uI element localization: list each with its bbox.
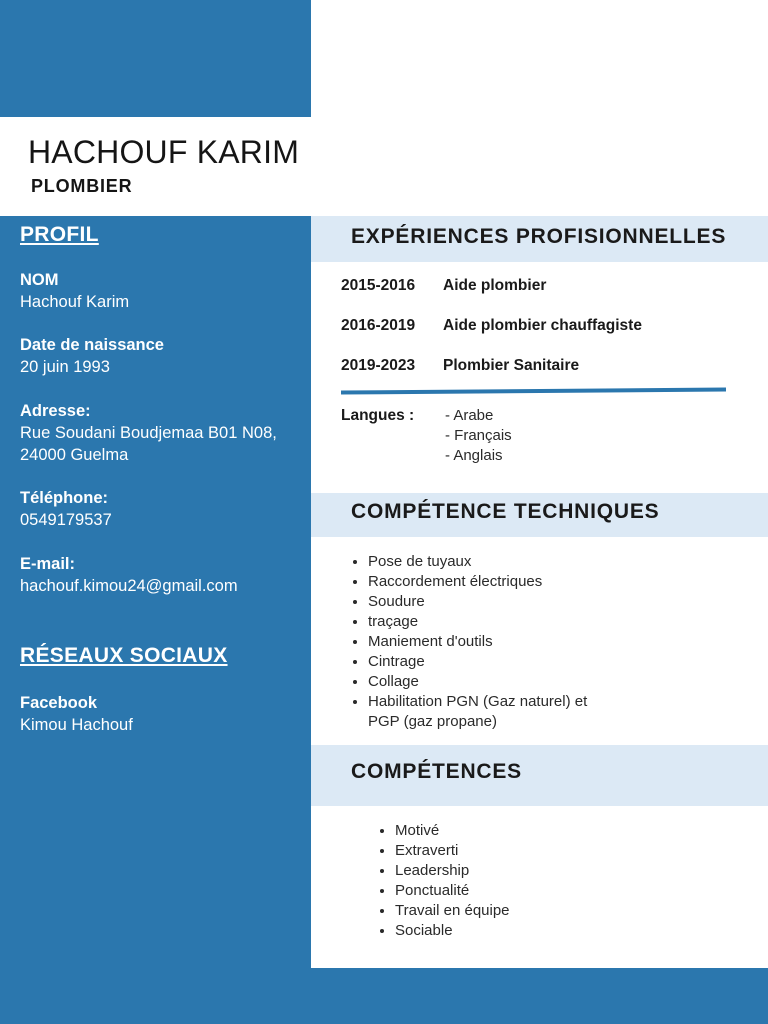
language-item: - Anglais [445,447,503,464]
email-label: E-mail: [20,554,76,573]
experience-heading: EXPÉRIENCES PROFISIONNELLES [351,225,727,248]
bottom-accent-band [311,968,768,1024]
soft-skills-header-band [311,745,768,806]
address-field [20,400,311,466]
phone-field [20,487,311,531]
address-line-1: Rue Soudani Boudjemaa B01 N08, [20,423,277,442]
list-item: • Ponctualité [395,881,641,901]
phone-label: Téléphone: [20,489,109,507]
top-accent-block [0,0,311,117]
facebook-field [20,692,311,736]
facebook-value: Kimou Hachouf [20,715,133,734]
experience-body [311,262,768,493]
address-label: Adresse: [20,401,91,420]
languages-list [445,406,512,466]
technical-skills-header-band [311,493,768,537]
list-item: • Extraverti [395,841,641,861]
experience-divider [341,387,726,394]
list-item: • Leadership [395,861,641,881]
experience-period: 2016-2019 [341,317,416,334]
profile-sidebar [0,216,311,1024]
list-item: • Cintrage [368,652,603,672]
facebook-label: Facebook [20,693,98,712]
experience-role: Plombier Sanitaire [443,357,580,374]
experience-period: 2015-2016 [341,277,416,294]
list-item: • Travail en équipe [395,901,641,921]
main-column [311,216,768,1024]
list-item: • Sociable [395,921,641,941]
list-item: • Soudure [368,592,603,612]
experience-role: Aide plombier [443,277,547,294]
address-line-2: 24000 Guelma [20,445,129,464]
birthdate-value: 20 juin 1993 [20,358,110,376]
list-item: • Collage [368,672,603,692]
name-field [20,269,311,313]
email-value: hachouf.kimou24@gmail.com [20,576,238,595]
technical-skills-section [311,493,768,745]
name-value: Hachouf Karim [20,292,130,311]
email-field [20,553,311,597]
candidate-name: HACHOUF KARIM [28,134,300,170]
soft-skills-body [311,806,768,968]
phone-value: 0549179537 [20,511,112,529]
list-item: • Raccordement électriques [368,572,603,592]
language-item: - Français [445,427,512,444]
technical-skills-body [311,537,768,745]
technical-skills-list [311,552,603,732]
list-item: • Habilitation PGN (Gaz naturel) et PGP (gaz propane) [368,692,603,732]
experience-header-band [311,216,768,262]
soft-skills-section [311,745,768,968]
birthdate-field [20,334,311,378]
experience-role: Aide plombier chauffagiste [443,317,642,334]
list-item: • Pose de tuyaux [368,552,603,572]
soft-skills-list [311,821,641,941]
list-item: • Motivé [395,821,641,841]
languages-label: Langues : [341,407,415,424]
technical-skills-heading: COMPÉTENCE TECHNIQUES [351,500,660,523]
social-networks-heading: RÉSEAUX SOCIAUX [20,643,228,667]
experience-section [311,216,768,493]
profile-heading: PROFIL [20,223,99,246]
job-title: PLOMBIER [31,176,133,196]
birthdate-label: Date de naissance [20,336,164,354]
soft-skills-heading: COMPÉTENCES [351,760,522,783]
language-item: - Arabe [445,407,494,424]
list-item: • traçage [368,612,603,632]
experience-period: 2019-2023 [341,357,416,374]
name-label: NOM [20,270,59,289]
list-item: • Maniement d'outils [368,632,603,652]
